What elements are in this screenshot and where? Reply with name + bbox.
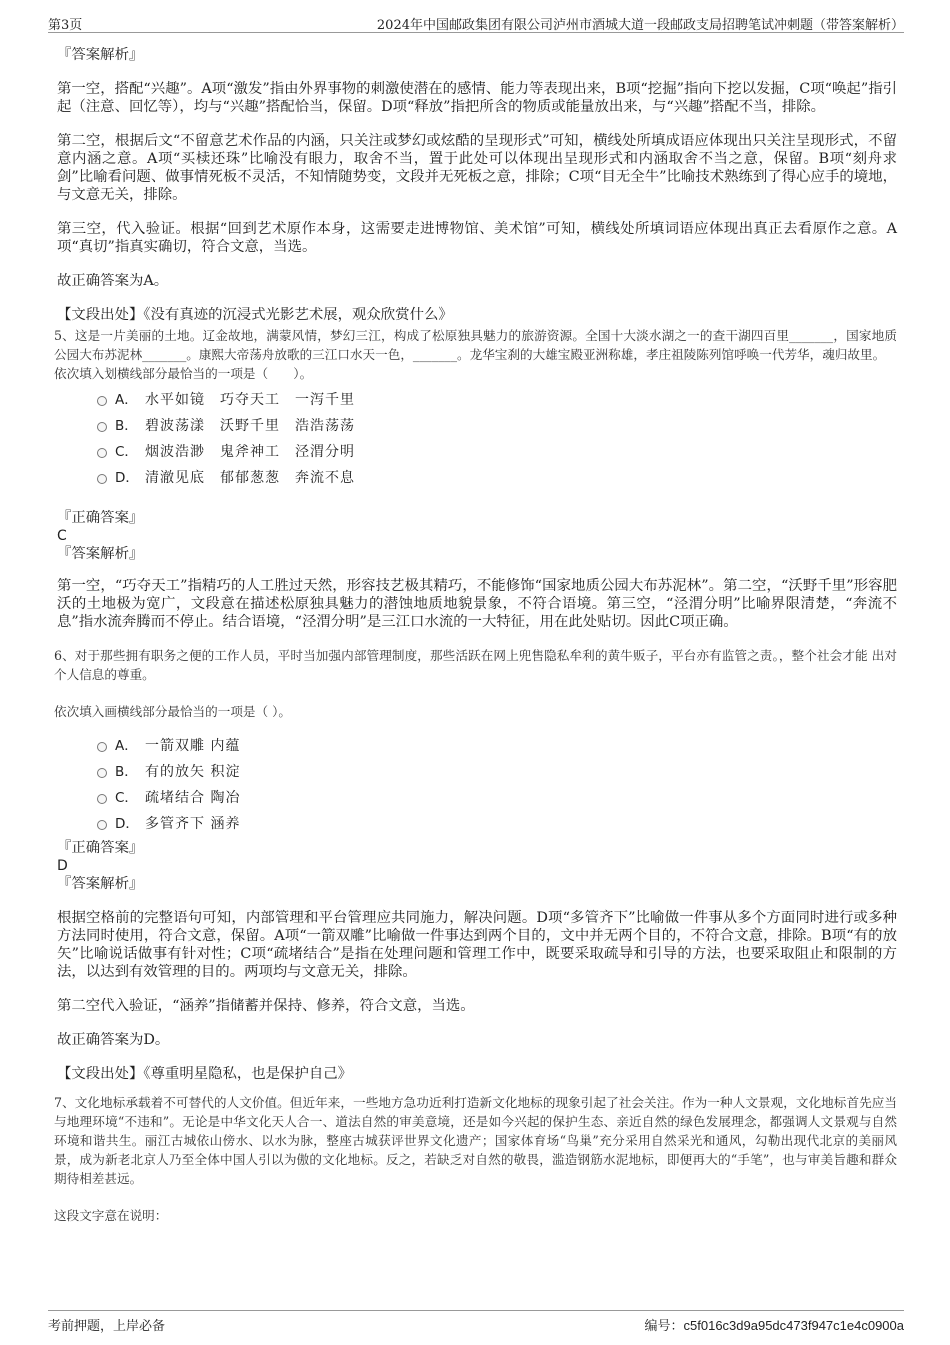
q5-option-a[interactable]: A． 水平如镜 巧夺天工 一泻千里 — [57, 387, 897, 413]
q5-answer-tag: 『正确答案』 — [57, 510, 144, 526]
question-5 — [54, 326, 897, 383]
q7-text: 7、文化地标承载着不可替代的人文价值。但近年来，一些地方急功近利打造新文化地标的现象引起了社会关注。作为一种人文景观，文化地标首先应当与地理环境“不违和”。无论是中华文化天人合一、道法自然的审美意境，还是如今兴起的保护生态、亲近自然的绿色发展理念，都强调人文景观与自然环境和谐共生。丽江古城依山傍水、以水为脉，整座古城获评世界文化遗产；国家体育场“鸟巢”充分采用自然采光和通风，勾勒出现代北京的美丽风景，成为新老北京人乃至全体中国人引以为傲的文化地标。反之，若缺乏对自然的敬畏，滥造钢筋水泥地标，即便再大的“手笔”，也与审美旨趣和群众期待相差甚远。 — [54, 1094, 897, 1186]
q6-source: 【文段出处】《尊重明星隐私，也是保护自己》 — [57, 1065, 353, 1082]
radio-button[interactable] — [97, 742, 107, 752]
q6-analysis-para1: 根据空格前的完整语句可知，内部管理和平台管理应共同施力，解决问题。D项“多管齐下”比喻做一件事从多个方面同时进行或多种方法同时使用，符合文意，保留。A项“一箭双雕”比喻做一件事达到两个目的，文中并无两个目的，不符合文意，排除。B项“有的放矢”比喻说话做事有针对性；C项“疏堵结合”是指在处理问题和管理工作中，既要采取疏导和引导的方法，也要采取阻止和限制的方法，以达到有效管理的目的。两项均与文意无关，排除。 — [57, 909, 897, 980]
q5-option-b[interactable]: B． 碧波荡漾 沃野千里 浩浩荡荡 — [57, 413, 897, 439]
radio-button[interactable] — [97, 820, 107, 830]
q5-prompt: 依次填入划横线部分最恰当的一项是（ ）。 — [54, 366, 313, 381]
q5-options — [57, 387, 897, 491]
q4-analysis-para2: 第二空，根据后文“不留意艺术作品的内涵，只关注或梦幻或炫酷的呈现形式”可知，横线处所填成语应体现出只关注呈现形式，不留意内涵之意。A项“买椟还珠”比喻没有眼力，取舍不当，置于此处可以体现出呈现形式和内涵取舍不当之意，保留。B项“刻舟求剑”比喻看问题、做事情死板不灵活，不知情随势变，文段并无死板之意，排除；C项“目无全牛”比喻技术熟练到了得心应手的境地，与文意无关，排除。 — [57, 133, 897, 203]
q6-analysis-para2: 第二空代入验证，“涵养”指储蓄并保持、修养，符合文意，当选。 — [57, 997, 475, 1014]
q4-analysis-tag: 『答案解析』 — [57, 47, 144, 63]
radio-button[interactable] — [97, 448, 107, 458]
q5-option-c[interactable]: C． 烟波浩渺 鬼斧神工 泾渭分明 — [57, 439, 897, 465]
question-6 — [54, 646, 897, 721]
q6-prompt: 依次填入画横线部分最恰当的一项是（ ）。 — [54, 703, 291, 719]
page-header — [48, 12, 904, 33]
document-code — [645, 1315, 905, 1334]
radio-button[interactable] — [97, 474, 107, 484]
page-number: 第3页 — [48, 18, 83, 33]
radio-button[interactable] — [97, 768, 107, 778]
q7-prompt: 这段文字意在说明： — [54, 1207, 168, 1223]
q6-conclusion: 故正确答案为D。 — [57, 1031, 170, 1048]
q5-analysis: 第一空，“巧夺天工”指精巧的人工胜过天然，形容技艺极其精巧，不能修饰“国家地质公园大布苏泥林”。第二空，“沃野千里”形容肥沃的土地极为宽广，文段意在描述松原独具魅力的潜蚀地质地貌景象，不符合语境。第三空，“泾渭分明”比喻界限清楚，“奔流不息”指水流奔腾而不停止。结合语境，“泾渭分明”是三江口水流的一大特征，用在此处贴切。因此C项正确。 — [57, 578, 897, 631]
q5-option-d[interactable]: D． 清澈见底 郁郁葱葱 奔流不息 — [57, 465, 897, 491]
q5-analysis-tag: 『答案解析』 — [57, 546, 144, 562]
document-title: 2024年中国邮政集团有限公司泸州市酒城大道一段邮政支局招聘笔试冲刺题（带答案解析） — [376, 18, 904, 33]
footer-slogan: 考前押题，上岸必备 — [48, 1319, 166, 1334]
q6-option-d[interactable]: D． 多管齐下 涵养 — [57, 811, 897, 837]
radio-button[interactable] — [97, 422, 107, 432]
q6-option-b[interactable]: B． 有的放矢 积淀 — [57, 759, 897, 785]
radio-button[interactable] — [97, 794, 107, 804]
q5-answer: C — [57, 528, 67, 544]
q6-option-c[interactable]: C． 疏堵结合 陶冶 — [57, 785, 897, 811]
document-code-value: c5f016c3d9a95dc473f947c1e4c0900a — [683, 1318, 904, 1333]
q6-text: 6、对于那些拥有职务之便的工作人员，平时当加强内部管理制度，那些活跃在网上兜售隐私牟利的黄牛贩子，平台亦有监管之责。，整个社会才能 出对个人信息的尊重。 — [54, 647, 897, 682]
page-content — [54, 46, 897, 1225]
q6-option-a[interactable]: A． 一箭双雕 内蕴 — [57, 733, 897, 759]
q4-conclusion: 故正确答案为A。 — [57, 273, 169, 289]
page-footer — [48, 1310, 904, 1335]
question-7 — [54, 1093, 897, 1225]
q4-source: 【文段出处】《没有真迹的沉浸式光影艺术展，观众欣赏什么》 — [57, 307, 453, 323]
document-code-label: 编号： — [644, 1319, 684, 1334]
radio-button[interactable] — [97, 396, 107, 406]
q5-text: 5、这是一片美丽的土地。辽金故地，满蒙风情，梦幻三江，构成了松原独具魅力的旅游资源。全国十大淡水湖之一的查干湖四百里_______，国家地质公园大布苏泥林_______。康熙大帝荡舟放歌的三江口水天一色，_______。龙华宝刹的大雄宝殿亚洲称雄，孝庄祖陵陈列馆呼唤一代芳华，魂归故里。 — [54, 328, 897, 362]
q6-analysis-tag: 『答案解析』 — [57, 875, 144, 892]
q4-analysis-para3: 第三空，代入验证。根据“回到艺术原作本身，这需要走进博物馆、美术馆”可知，横线处所填词语应体现出真正去看原作之意。A项“真切”指真实确切，符合文意，当选。 — [57, 221, 897, 255]
q6-answer-tag: 『正确答案』 — [57, 839, 144, 856]
q6-options — [57, 733, 897, 837]
q4-analysis-para1: 第一空，搭配“兴趣”。A项“激发”指由外界事物的刺激使潜在的感情、能力等表现出来，B项“挖掘”指向下挖以发掘，C项“唤起”指引起（注意、回忆等），均与“兴趣”搭配恰当，保留。D项“释放”指把所含的物质或能量放出来，与“兴趣”搭配不当，排除。 — [57, 81, 897, 115]
q6-answer: D — [57, 857, 68, 874]
